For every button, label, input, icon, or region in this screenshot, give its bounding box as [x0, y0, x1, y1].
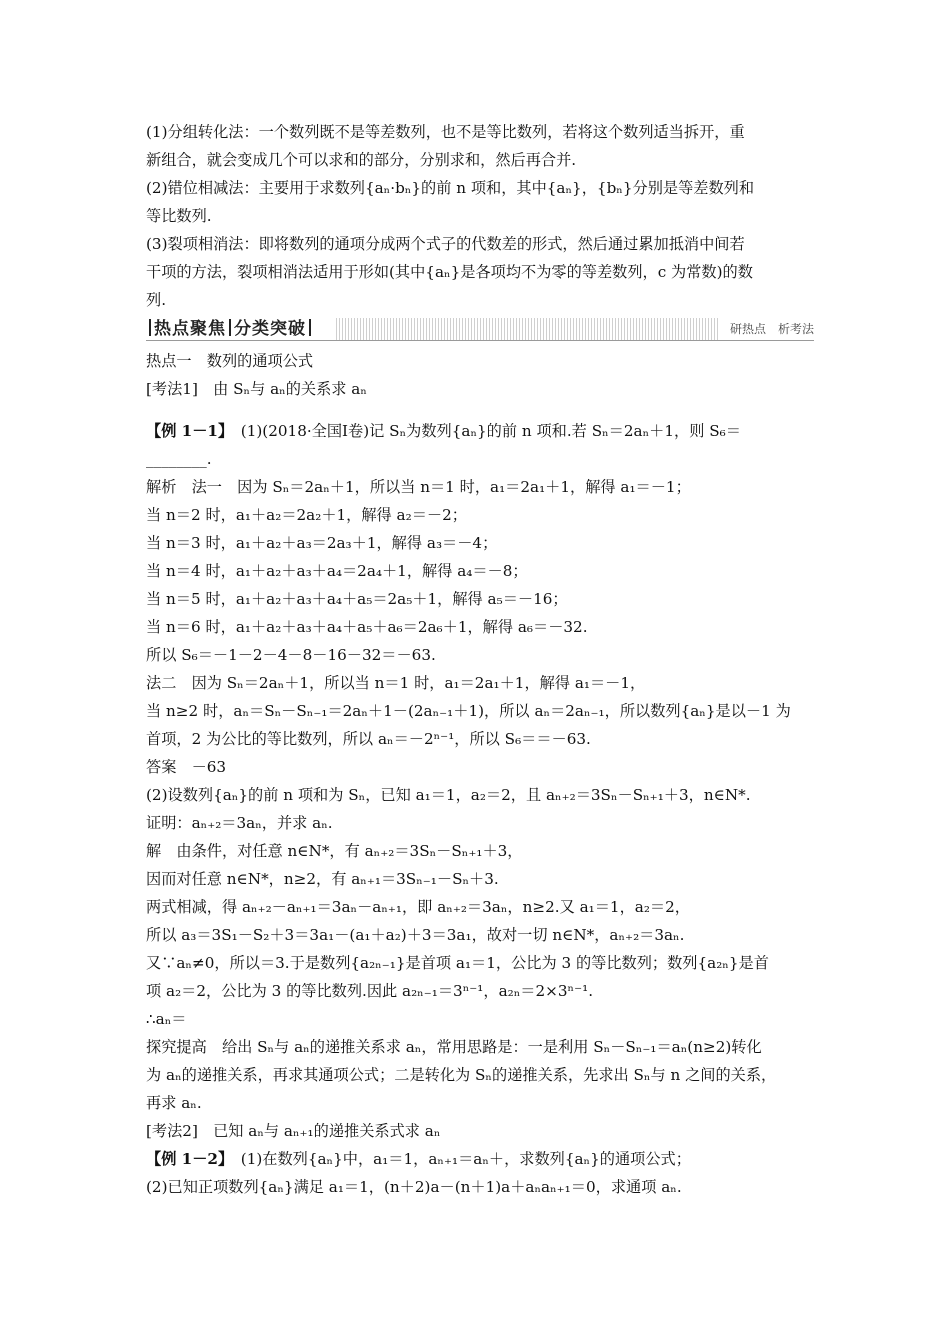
banner-title [146, 318, 322, 340]
method-line: (1)分组转化法：一个数列既不是等差数列，也不是等比数列，若将这个数列适当拆开，重 [146, 123, 745, 141]
solution-line: 当 n＝3 时，a₁＋a₂＋a₃＝2a₃＋1，解得 a₃＝－4； [146, 534, 498, 552]
method-line: (3)裂项相消法：即将数列的通项分成两个式子的代数差的形式，然后通过累加抵消中间若 [146, 235, 745, 253]
banner-title-b: 分类突破 [234, 319, 306, 339]
example2-text: (1)在数列{aₙ}中，a₁＝1，aₙ₊₁＝aₙ＋，求数列{aₙ}的通项公式； [225, 1150, 691, 1168]
solution-line: 又∵aₙ≠0，所以＝3.于是数列{a₂ₙ₋₁}是首项 a₁＝1，公比为 3 的等比数列；数列{a₂ₙ}是首 [146, 954, 769, 972]
method-line: 等比数列. [146, 207, 212, 225]
solution-line: ∴aₙ＝ [146, 1010, 187, 1028]
solution-line: 答案 －63 [146, 758, 227, 776]
banner-subtitle: 研热点 析考法 [720, 318, 814, 340]
banner-bar [309, 319, 311, 336]
solution-line: 当 n＝6 时，a₁＋a₂＋a₃＋a₄＋a₅＋a₆＝2a₆＋1，解得 a₆＝－32. [146, 618, 588, 636]
solution-line: 证明：aₙ₊₂＝3aₙ，并求 aₙ. [146, 814, 333, 832]
solution-block [146, 473, 814, 1145]
solution-line: 当 n≥2 时，aₙ＝Sₙ－Sₙ₋₁＝2aₙ＋1－(2aₙ₋₁＋1)，所以 aₙ＝2aₙ₋₁，所以数列{aₙ}是以－1 为 [146, 702, 791, 720]
solution-line: 解 由条件，对任意 n∈N*，有 aₙ₊₂＝3Sₙ－Sₙ₊₁＋3， [146, 842, 523, 860]
solution-line: 因而对任意 n∈N*，n≥2，有 aₙ₊₁＝3Sₙ₋₁－Sₙ＋3. [146, 870, 499, 888]
banner-bar [149, 319, 151, 336]
solution-line: 项 a₂＝2，公比为 3 的等比数列.因此 a₂ₙ₋₁＝3ⁿ⁻¹，a₂ₙ＝2×3ⁿ⁻¹. [146, 982, 594, 1000]
solution-line: (2)设数列{aₙ}的前 n 项和为 Sₙ，已知 a₁＝1，a₂＝2，且 aₙ₊₂＝3Sₙ－Sₙ₊₁＋3，n∈N*. [146, 786, 751, 804]
solution-line: 为 aₙ的递推关系，再求其通项公式；二是转化为 Sₙ的递推关系，先求出 Sₙ与 n 之间的关系， [146, 1066, 777, 1084]
example2-question1 [146, 1145, 814, 1173]
summation-methods [146, 118, 814, 314]
example2-label: 【例 1－2】 [146, 1150, 226, 1168]
example1-label: 【例 1－1】 [146, 422, 226, 440]
solution-line: 当 n＝4 时，a₁＋a₂＋a₃＋a₄＝2a₄＋1，解得 a₄＝－8； [146, 562, 528, 580]
solution-line: 探究提高 给出 Sₙ与 aₙ的递推关系求 aₙ，常用思路是：一是利用 Sₙ－Sₙ₋₁＝aₙ(n≥2)转化 [146, 1038, 762, 1056]
method-line: 列. [146, 291, 167, 309]
banner-bar [229, 319, 231, 336]
solution-line: 所以 S₆＝－1－2－4－8－16－32＝－63. [146, 646, 436, 664]
banner-title-a: 热点聚焦 [154, 319, 226, 339]
method1-title: [考法1] 由 Sₙ与 aₙ的关系求 aₙ [146, 380, 367, 398]
example2-question2: (2)已知正项数列{aₙ}满足 a₁＝1，(n＋2)a－(n＋1)a＋aₙaₙ₊₁＝0，求通项 aₙ. [146, 1178, 682, 1196]
solution-line: 所以 a₃＝3S₁－S₂＋3＝3a₁－(a₁＋a₂)＋3＝3a₁，故对一切 n∈N*，aₙ₊₂＝3aₙ. [146, 926, 685, 944]
method-line: 干项的方法，裂项相消法适用于形如(其中{aₙ}是各项均不为零的等差数列，c 为常数)的数 [146, 263, 753, 281]
method-line: 新组合，就会变成几个可以求和的部分，分别求和，然后再合并. [146, 151, 577, 169]
example1-blank: ________. [146, 450, 212, 468]
solution-line: [考法2] 已知 aₙ与 aₙ₊₁的递推关系式求 aₙ [146, 1122, 441, 1140]
solution-line: 当 n＝5 时，a₁＋a₂＋a₃＋a₄＋a₅＝2a₅＋1，解得 a₅＝－16； [146, 590, 568, 608]
solution-line: 再求 aₙ. [146, 1094, 202, 1112]
solution-line: 解析 法一 因为 Sₙ＝2aₙ＋1，所以当 n＝1 时，a₁＝2a₁＋1，解得 a₁＝－1； [146, 478, 691, 496]
solution-line: 当 n＝2 时，a₁＋a₂＝2a₂＋1，解得 a₂＝－2； [146, 506, 467, 524]
example1-question [146, 417, 814, 445]
solution-line: 首项，2 为公比的等比数列，所以 aₙ＝－2ⁿ⁻¹，所以 S₆＝＝－63. [146, 730, 591, 748]
spacer [146, 403, 814, 417]
hotspot-title: 热点一 数列的通项公式 [146, 352, 314, 370]
example1-text: (1)(2018·全国Ⅰ卷)记 Sₙ为数列{aₙ}的前 n 项和.若 Sₙ＝2aₙ＋1，则 S₆＝ [225, 422, 741, 440]
document-page [146, 118, 814, 1201]
solution-line: 法二 因为 Sₙ＝2aₙ＋1，所以当 n＝1 时，a₁＝2a₁＋1，解得 a₁＝－1， [146, 674, 646, 692]
method-line: (2)错位相减法：主要用于求数列{aₙ·bₙ}的前 n 项和，其中{aₙ}，{bₙ}分别是等差数列和 [146, 179, 755, 197]
section-banner [146, 318, 814, 341]
solution-line: 两式相减，得 aₙ₊₂－aₙ₊₁＝3aₙ－aₙ₊₁，即 aₙ₊₂＝3aₙ，n≥2.又 a₁＝1，a₂＝2， [146, 898, 690, 916]
